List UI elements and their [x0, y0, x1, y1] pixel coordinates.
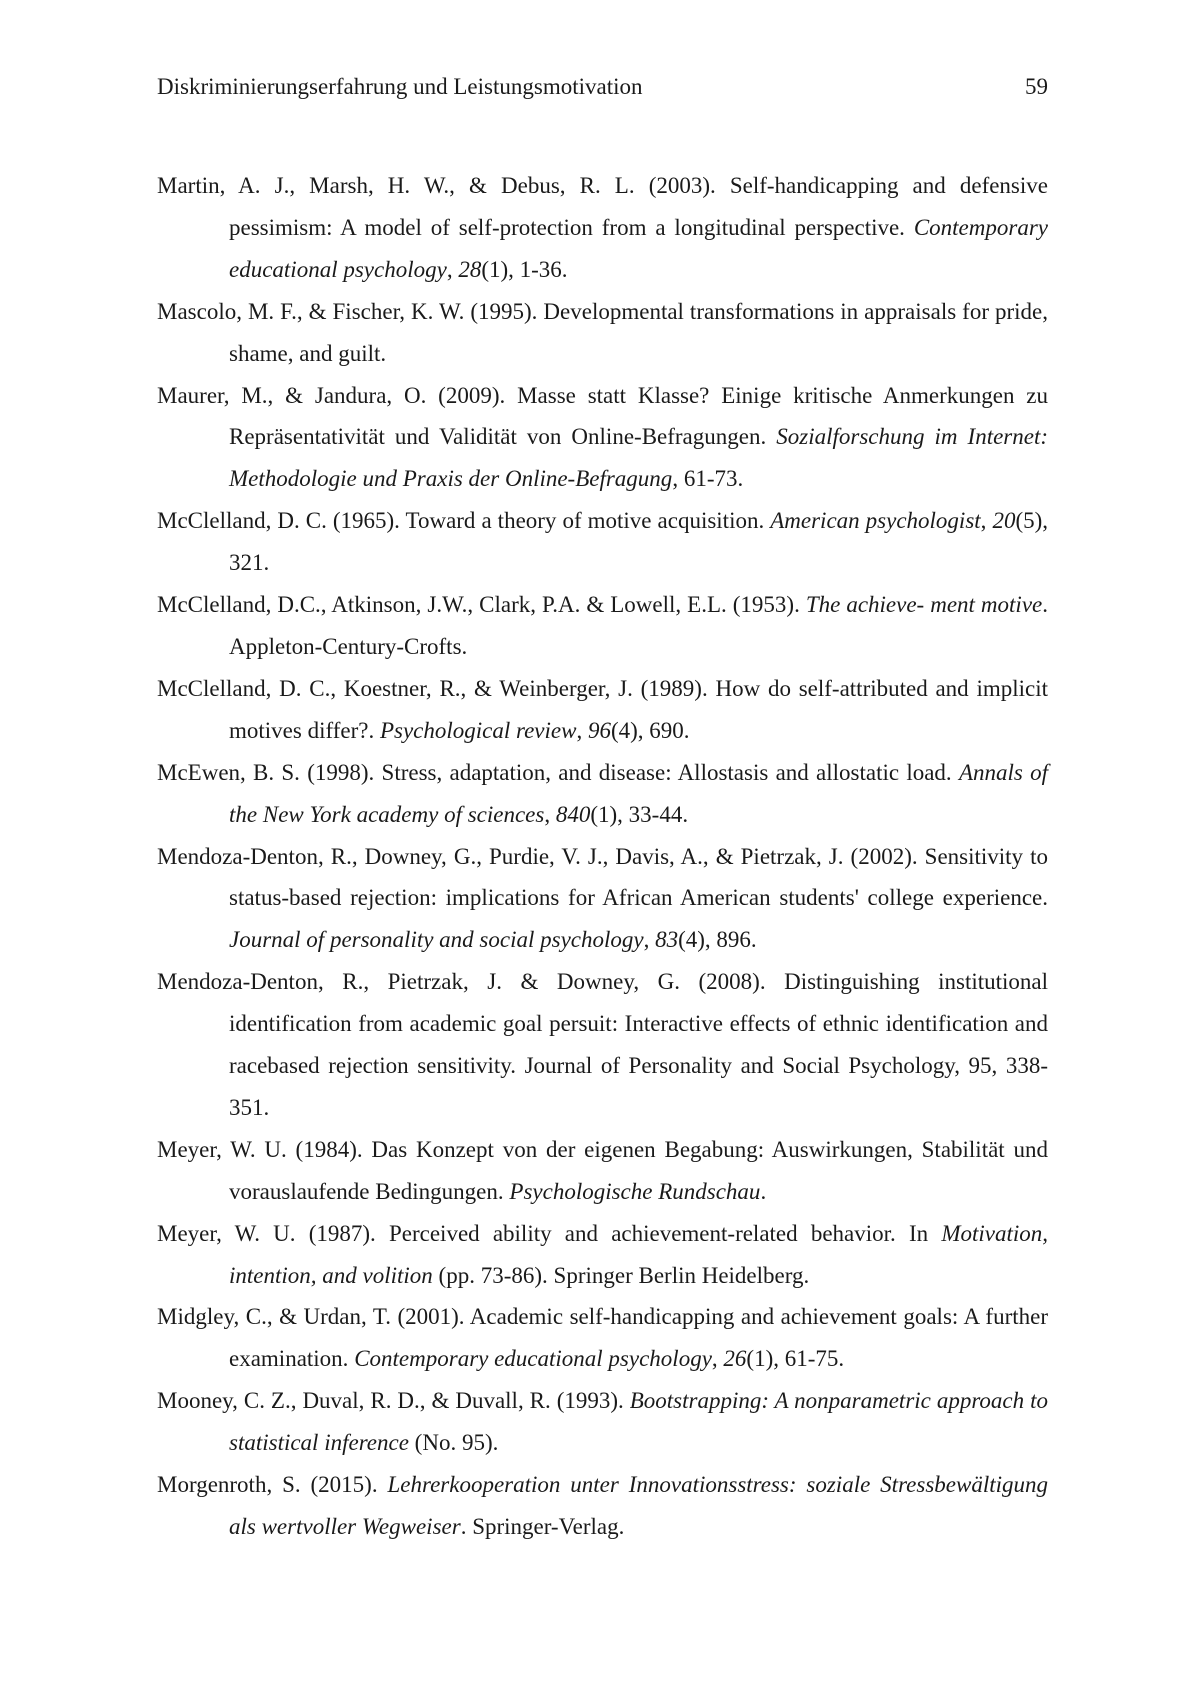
running-header-title: Diskriminierungserfahrung und Leistungsmotivation [157, 74, 643, 99]
reference-tail: (1), 1-36. [481, 256, 568, 282]
reference-text: Mendoza-Denton, R., Pietrzak, J. & Downey, G. (2008). Distinguishing institutional identification from academic goal persuit: Interactive effects of ethnic identification and racebased rejection sensitivity. Journal of Personality and Social Psychology, 95, 338-351. [157, 969, 1048, 1120]
reference-tail: (5), 321. [229, 508, 1049, 576]
reference-entry [157, 668, 1048, 752]
reference-separator: , [980, 508, 993, 534]
reference-text: Meyer, W. U. (1987). Perceived ability and achievement-related behavior. In [157, 1220, 942, 1246]
reference-entry [157, 1380, 1048, 1464]
reference-tail: , 61-73. [672, 466, 744, 492]
reference-tail: (4), 896. [678, 927, 757, 953]
reference-entry [157, 1464, 1048, 1548]
reference-source-title: Contemporary educational psychology [354, 1346, 712, 1372]
reference-text: McClelland, D.C., Atkinson, J.W., Clark, P.A. & Lowell, E.L. (1953). [157, 592, 806, 618]
reference-source-title: The achieve- ment motive [805, 592, 1043, 618]
reference-text: Mendoza-Denton, R., Downey, G., Purdie, V. J., Davis, A., & Pietrzak, J. (2002). Sensitivity to status-based rejection: implications for African American students' college experience. [157, 843, 1048, 911]
reference-tail: (1), 61-75. [746, 1346, 845, 1372]
reference-volume: 96 [587, 717, 611, 743]
reference-source-title: Psychological review [379, 717, 577, 743]
reference-entry [157, 961, 1048, 1129]
reference-list [157, 165, 1048, 1548]
reference-source-title: Bootstrapping: A nonparametric approach to statistical inference [229, 1388, 1048, 1456]
reference-text: McClelland, D. C. (1965). Toward a theory of motive acquisition. [157, 508, 771, 534]
reference-tail: (1), 33-44. [590, 801, 689, 827]
reference-volume: 28 [458, 256, 482, 282]
reference-source-title: Annals of the New York academy of sciences [229, 759, 1048, 827]
reference-source-title: Journal of personality and social psychology [229, 927, 644, 953]
reference-tail: . [760, 1178, 767, 1204]
reference-source-title: Contemporary educational psychology [229, 214, 1048, 282]
reference-entry [157, 1213, 1048, 1297]
reference-text: Mascolo, M. F., & Fischer, K. W. (1995). Developmental transformations in appraisals for pride, shame, and guilt. [157, 298, 1048, 366]
reference-volume: 26 [723, 1346, 747, 1372]
reference-text: Morgenroth, S. (2015). [157, 1472, 388, 1498]
reference-separator: , [446, 256, 459, 282]
reference-entry [157, 1129, 1048, 1213]
reference-entry [157, 500, 1048, 584]
page-number: 59 [1025, 74, 1048, 99]
reference-volume: 83 [655, 927, 679, 953]
reference-volume: 20 [992, 508, 1016, 534]
reference-entry [157, 584, 1048, 668]
reference-separator: , [544, 801, 556, 827]
reference-text: McClelland, D. C., Koestner, R., & Weinberger, J. (1989). How do self-attributed and implicit motives differ?. [157, 675, 1048, 743]
reference-source-title: Psychologische Rundschau [509, 1178, 761, 1204]
reference-text: Mooney, C. Z., Duval, R. D., & Duvall, R. (1993). [157, 1388, 630, 1414]
reference-entry [157, 836, 1048, 962]
reference-text: Maurer, M., & Jandura, O. (2009). Masse statt Klasse? Einige kritische Anmerkungen zu Repräsentativität und Validität von Online-Befragungen. [157, 382, 1048, 450]
reference-entry [157, 1296, 1048, 1380]
reference-text: Martin, A. J., Marsh, H. W., & Debus, R. L. (2003). Self-handicapping and defensive pessimism: A model of self-protection from a longitudinal perspective. [157, 173, 1048, 240]
reference-tail: . Appleton-Century-Crofts. [229, 592, 1048, 659]
reference-source-title: American psychologist [770, 508, 981, 534]
reference-text: Midgley, C., & Urdan, T. (2001). Academic self-handicapping and achievement goals: A further examination. [157, 1304, 1048, 1372]
reference-separator: , [643, 927, 656, 953]
reference-entry [157, 291, 1048, 375]
reference-text: Meyer, W. U. (1984). Das Konzept von der eigenen Begabung: Auswirkungen, Stabilität und vorauslaufende Bedingungen. [157, 1136, 1048, 1204]
reference-entry [157, 375, 1048, 501]
reference-source-title: Sozialforschung im Internet: Methodologie und Praxis der Online-Befragung [229, 424, 1049, 492]
reference-tail: (4), 690. [610, 717, 690, 743]
reference-tail: (No. 95). [408, 1430, 499, 1456]
reference-tail: (pp. 73-86). Springer Berlin Heidelberg. [432, 1262, 810, 1288]
reference-separator: , [711, 1346, 724, 1372]
reference-separator: , [576, 717, 588, 743]
reference-entry [157, 165, 1048, 291]
reference-source-title: Motivation, intention, and volition [229, 1220, 1048, 1288]
reference-entry [157, 752, 1048, 836]
reference-tail: . Springer-Verlag. [460, 1514, 625, 1539]
reference-volume: 840 [555, 801, 591, 827]
reference-source-title: Lehrerkooperation unter Innovationsstress: soziale Stressbewältigung als wertvoller Wegweiser [229, 1472, 1049, 1539]
reference-text: McEwen, B. S. (1998). Stress, adaptation, and disease: Allostasis and allostatic load. [157, 759, 959, 785]
